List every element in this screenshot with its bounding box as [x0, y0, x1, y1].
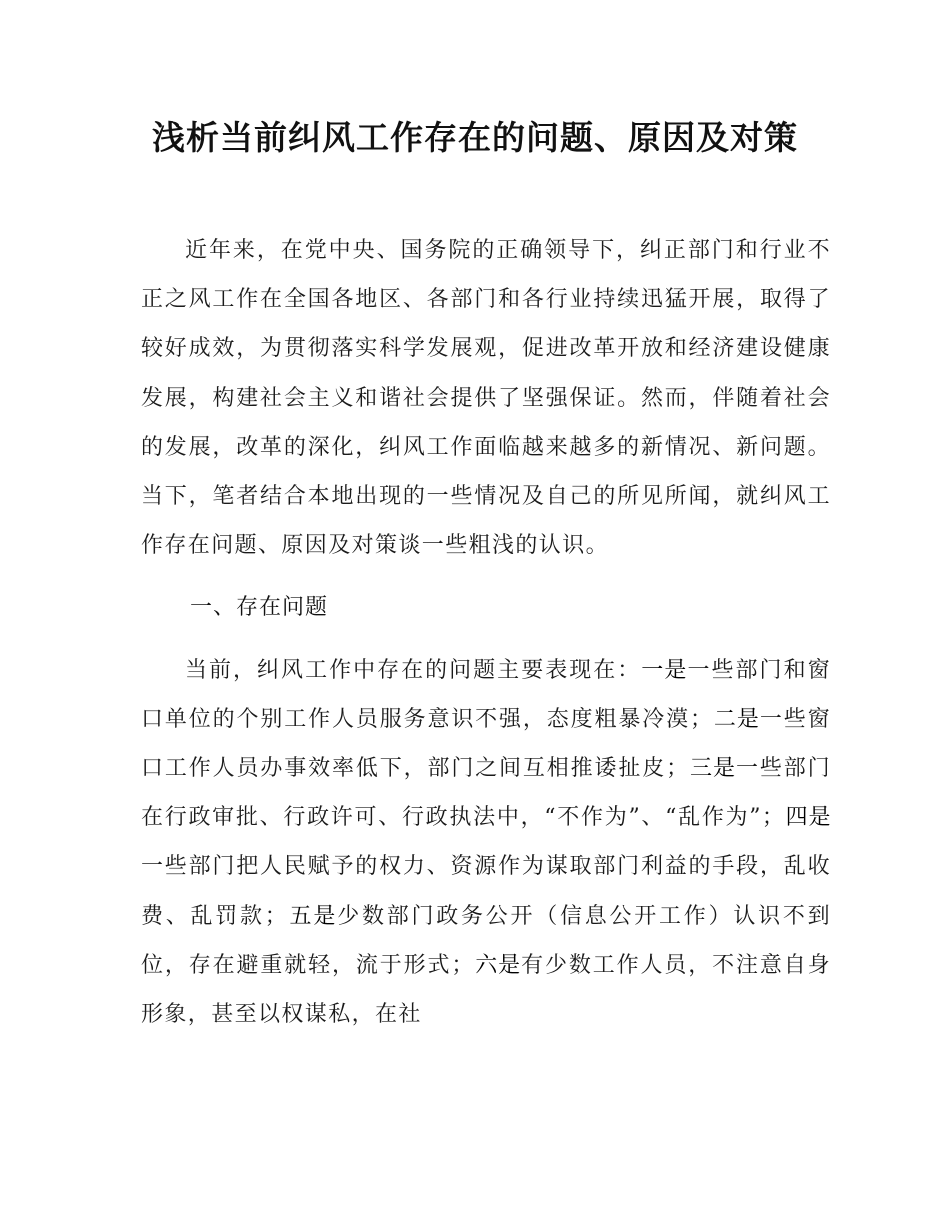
item-ordinal-5: 五是	[288, 903, 338, 929]
item-text-4: 一些部门把人民赋予的权力、资源作为谋取部门利益的手段，乱收费、乱罚款；	[141, 854, 831, 929]
item-ordinal-4: 四是	[785, 805, 831, 831]
section-heading-problems: 一、存在问题	[190, 595, 329, 621]
problems-paragraph	[141, 646, 831, 1040]
item-text-5: 少数部门政务公开（信息公开工作）认识不到位，存在避重就轻，流于形式；	[141, 903, 831, 978]
item-ordinal-6: 六是	[474, 952, 522, 978]
item-ordinal-3: 三是	[689, 756, 736, 782]
problems-lead: 当前，纠风工作中存在的问题主要表现在：	[185, 657, 642, 683]
item-text-3: 一些部门在行政审批、行政许可、行政执法中，“不作为”、“乱作为”；	[141, 756, 831, 831]
intro-paragraph: 近年来，在党中央、国务院的正确领导下，纠正部门和行业不正之风工作在全国各地区、各部门和各行业持续迅猛开展，取得了较好成效，为贯彻落实科学发展观，促进改革开放和经济建设健康发展，构建社会主义和谐社会提供了坚强保证。然而，伴随着社会的发展，改革的深化，纠风工作面临越来越多的新情况、新问题。当下，笔者结合本地出现的一些情况及自己的所见所闻，就纠风工作存在问题、原因及对策谈一些粗浅的认识。	[141, 238, 831, 559]
item-text-2: 一些窗口工作人员办事效率低下，部门之间互相推诿扯皮；	[141, 706, 831, 782]
document-body	[141, 226, 831, 1039]
item-text-6: 有少数工作人员，不注意自身形象，甚至以权谋私，在社	[141, 952, 831, 1028]
item-ordinal-1: 一是	[641, 657, 688, 683]
item-text-1: 一些部门和窗口单位的个别工作人员服务意识不强，态度粗暴冷漠；	[141, 657, 831, 732]
item-ordinal-2: 二是	[713, 706, 760, 732]
document-title: 浅析当前纠风工作存在的问题、原因及对策	[152, 118, 798, 157]
